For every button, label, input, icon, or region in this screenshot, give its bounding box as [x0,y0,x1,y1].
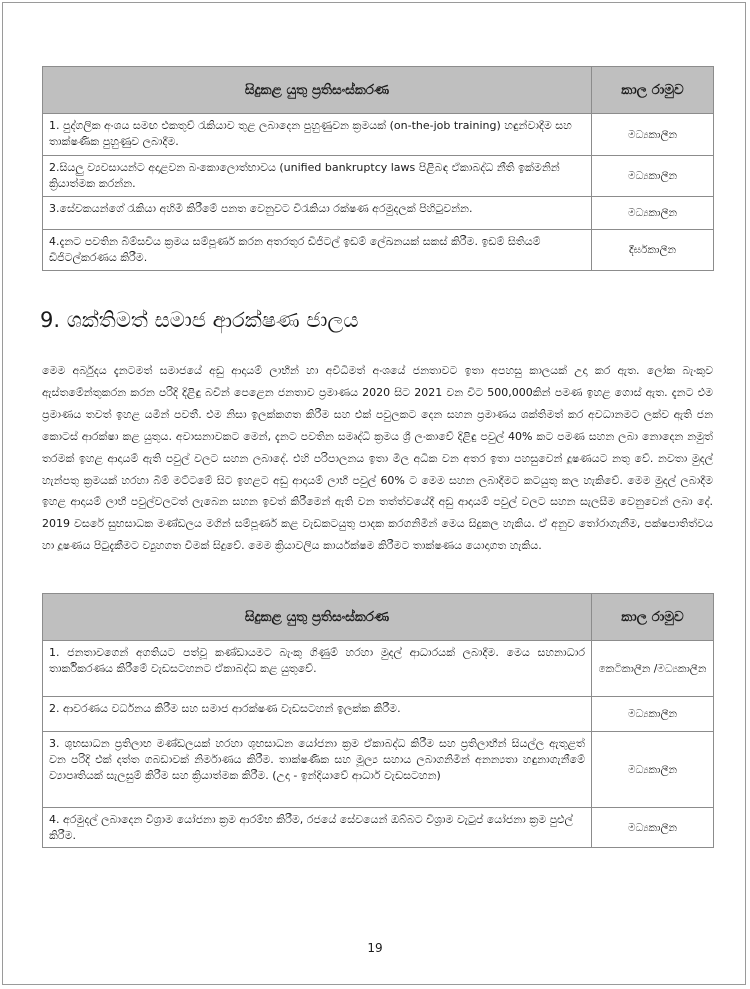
header-reform: සිදුකළ යුතු ප්‍රතිසංස්කරණ [43,594,592,641]
header-timeframe: කාල රාමුව [592,67,714,114]
table-row [43,197,714,230]
table-header-row [43,67,714,114]
reform-text: 2. ආවරණය වර්ධනය කිරීම සහ සමාජ ආරක්ෂණ වැඩසටහන් ඉලක්ක කිරීම. [43,697,592,732]
table-row [43,697,714,732]
reform-text: 4.දැනට පවතින බිම්සවිය ක්‍රමය සම්පූර්ණ කරන අතරතුර ඩිජිටල් ඉඩම් ලේඛනයක් සකස් කිරීම. ඉඩම් සිතියම් ඩිජිටල්කරණය කිරීම. [43,230,592,271]
table-row [43,230,714,271]
body-paragraph: මෙම අර්බුදය දැනටමත් සමාජයේ අඩු ආදායම් ලාභීන් හා අවිධිමත් අංශයේ ජනතාවට ඉතා අපහසු කාලයක් උදා කර ඇත. ලෝක බැංකුව ඇස්තමේන්තුකරන කරන පරිදි දිළිඳු බවින් පෙළෙන ජනතාව ප්‍රමාණය 2020 සිට 2021 වන විට 500,000කින් පමණ ඉහළ ගොස් ඇත. දැනට එම ප්‍රමාණය තවත් ඉහළ යමින් පවතී. එම නිසා ඉලක්කගත කිරීම සහ එක් පවුලකට දෙන සහන ප්‍රමාණය ශක්තිමත් කර අවධානමට ලක්ව ඇති ජන කොටස් ආරක්ෂා කළ යුතුය. අවාසනාවකට මෙන්, දැනට පවතින සමෘද්ධි ක්‍රමය ශ්‍රී ලංකාවේ දිළිඳු පවුල් 40% කට පමණ සහන ලබා නොදෙන නමුත් තරමක් ඉහළ ආදායම් ඇති පවුල් වලට සහන ලබාදේ. එහි පරිපාලනය ඉතා මිල අධික වන අතර ඉතා පහසුවෙන් දූෂණයට නතු වේ. නවතා මුදල් හැන්පතු ක්‍රමයක් හරහා බිම් මට්ටමේ සිට ඉහළට අඩු ආදායම් ලාභී පවුල් 60% ට මෙම සහන ලබාදීමට කටයුතු කල හැකිවේ. මෙම මුදල් ලබාදීම ඉහළ ආදායම් ලාභී පවුල්වලටත් ලැබෙන සහන ඉවත් කිරීමෙන් ඇති වන තත්ත්වයේදී අඩු ආදායම් පවුල් වලට සහන සැලසීම වෙනුවෙන් ලබා දේ. 2019 වසරේ සුභසාධක මණ්ඩලය මගින් සම්පූර්ණ කළ වැඩකටයුතු පාදක කරගනිමින් මෙය සිදුකල හැකිය. ඒ අනුව තෝරාගැනීම, පක්ෂපාතිත්වය හා දූෂණය පිටුදැකීමට ව්‍යුහගත විමක් සිදුවේ. මෙම ක්‍රියාවලිය කාර්යක්ෂම කිරීමට තාක්ෂණය යොදාගත හැකිය. [42,364,713,553]
reform-text: 1. ජනතාවගෙන් අගතියට පත්වූ කණ්ඩායමට බැංකු ගිණුම් හරහා මුදල් ආධාරයක් ලබාදීම. මෙය සහනාධාර තාර්කිකරණය කිරීමේ වැඩසටහනට ඒකාබද්ධ කළ යුතුවේ. [43,641,592,697]
table-row [43,641,714,697]
timeframe-cell: මධ්‍යකාලීන [592,732,714,808]
reform-table-2 [42,593,714,848]
header-timeframe: කාල රාමුව [592,594,714,641]
reform-table-1 [42,66,714,271]
reform-text: 2.සියලු ව්‍යවසායන්ට අදාළවන බංකොලොත්භාවය (unified bankruptcy laws පිළිබඳ ඒකාබද්ධ නීති ඉක්මනින් ක්‍රියාත්මක කරන්න. [43,156,592,197]
table-row [43,808,714,848]
page-number: 19 [367,941,383,955]
reform-text: 1. පුද්ගලික අංශය සමඟ එකතුව් රැකියාව තුළ ලබාදෙන පුහුණුවන ක්‍රමයක් (on-the-job training) හඳුන්වාදීම සහ තාක්ෂණික පුහුණුව ලබාදීම. [43,114,592,156]
reform-text: 3.සේවකයන්ගේ රැකියා අහිමි කිරීමේ පනත වෙනුවට විරැකියා රක්ෂණ අරමුදලක් පිහිටුවන්න. [43,197,592,230]
timeframe-cell: මධ්‍යකාලීන [592,156,714,197]
table-header-row [43,594,714,641]
timeframe-cell: මධ්‍යකාලීන [592,114,714,156]
table-row [43,732,714,808]
timeframe-cell: මධ්‍යකාලීන [592,197,714,230]
section-title: 9. ශක්තිමත් සමාජ ආරක්ෂණ ජාලය [40,308,359,332]
reform-text: 4. අරමුදල් ලබාදෙන විශ්‍රාම යෝජනා ක්‍රම ආරම්භ කිරීම, රජයේ සේවයෙන් ඔබ්බට විශ්‍රාම වැටුප් යෝජනා ක්‍රම පුළුල් කිරීම. [43,808,592,848]
reform-text: 3. ශුභසාධන ප්‍රතිලාභ මණ්ඩලයක් හරහා ශුභසාධන යෝජනා ක්‍රම ඒකාබද්ධ කිරීම සහ ප්‍රතිලාභීන් සියල්ල ඇතුළත් වන පරිදි එක් දත්ත ගබඩාවක් නිර්මාණය කිරීම. තාක්ෂණික සහ මූල්‍ය සහාය ලබාගනිමින් අනන්‍යතා හඳුනාගැනීමේ ව්‍යාපෘතියක් සැලසුම් කිරීම සහ ක්‍රියාත්මක කිරීම. (උදා - ඉන්දියාවේ ආධාර් වැඩසටහන) [43,732,592,808]
table-row [43,156,714,197]
header-reform: සිදුකළ යුතු ප්‍රතිසංස්කරණ [43,67,592,114]
timeframe-cell: කෙටිකාලීන /මධ්‍යකාලීන [592,641,714,697]
timeframe-cell: මධ්‍යකාලීන [592,808,714,848]
timeframe-cell: මධ්‍යකාලීන [592,697,714,732]
timeframe-cell: දීර්ඝකාලීන [592,230,714,271]
table-row [43,114,714,156]
